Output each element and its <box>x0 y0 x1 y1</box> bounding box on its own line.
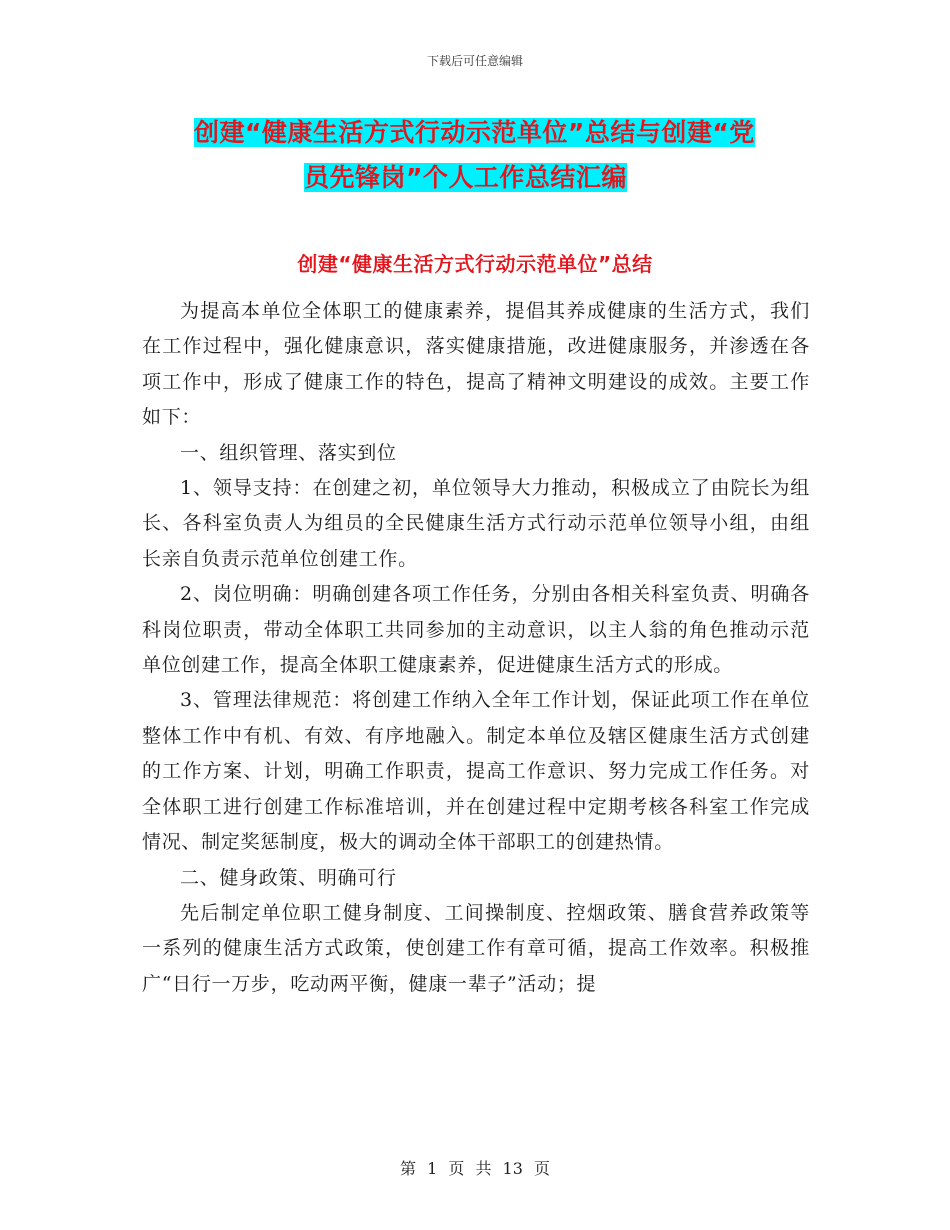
heading-organization: 一、组织管理、落实到位 <box>180 441 397 464</box>
paragraph-fitness-policy: 先后制定单位职工健身制度、工间操制度、控烟政策、膳食营养政策等一系列的健康生活方式政策，使创建工作有章可循，提高工作效率。积极推广“日行一万步，吃动两平衡，健康一辈子”活动；提 <box>142 901 810 995</box>
paragraph-management-norms: 3、管理法律规范：将创建工作纳入全年工作计划，保证此项工作在单位整体工作中有机、有效、有序地融入。制定本单位及辖区健康生活方式创建的工作方案、计划，明确工作职责，提高工作意识、努力完成工作任务。对全体职工进行创建工作标准培训，并在创建过程中定期考核各科室工作完成情况、制定奖惩制度，极大的调动全体干部职工的创建热情。 <box>142 689 810 854</box>
paragraph-position-clarity: 2、岗位明确：明确创建各项工作任务，分别由各相关科室负责、明确各科岗位职责，带动全体职工共同参加的主动意识，以主人翁的角色推动示范单位创建工作，提高全体职工健康素养，促进健康生活方式的形成。 <box>142 583 810 677</box>
document-title-line-1 <box>142 110 810 155</box>
paragraph-leadership-support: 1、领导支持：在创建之初，单位领导大力推动，积极成立了由院长为组长、各科室负责人为组员的全民健康生活方式行动示范单位领导小组，由组长亲自负责示范单位创建工作。 <box>142 477 810 570</box>
page-header-note: 下载后可任意编辑 <box>426 54 523 68</box>
section-title: 创建“健康生活方式行动示范单位”总结 <box>297 252 653 276</box>
heading-fitness-policy: 二、健身政策、明确可行 <box>180 866 397 889</box>
document-title <box>142 110 810 200</box>
document-body <box>142 294 810 1002</box>
title-highlight-1: 创建“健康生活方式行动示范单位”总结与创建“党 <box>194 118 755 147</box>
title-highlight-2: 员先锋岗”个人工作总结汇编 <box>304 163 627 192</box>
paragraph-intro: 为提高本单位全体职工的健康素养，提倡其养成健康的生活方式，我们在工作过程中，强化健康意识，落实健康措施，改进健康服务，并渗透在各项工作中，形成了健康工作的特色，提高了精神文明建设的成效。主要工作如下： <box>142 300 810 429</box>
document-title-line-2 <box>142 155 810 200</box>
page-footer: 第 1 页 共 13 页 <box>400 1159 550 1178</box>
